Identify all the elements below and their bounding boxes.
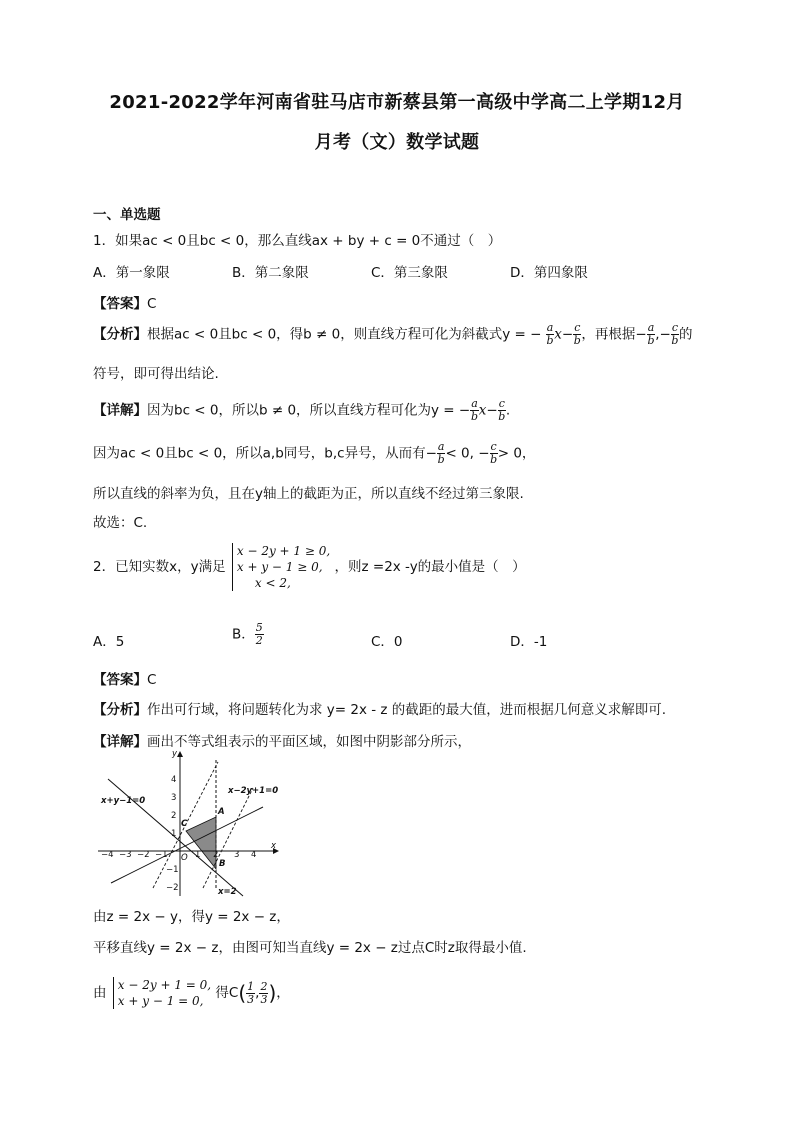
q1-stem: 1．如果ac < 0且bc < 0，那么直线ax + by + c = 0不通过（ ）: [93, 233, 502, 249]
analysis-tag: 【分析】: [93, 702, 147, 718]
detail-text: 画出不等式组表示的平面区域，如图中阴影部分所示，: [147, 734, 471, 750]
x-tick: 1: [195, 850, 201, 860]
q2-option-d: D．-1: [510, 634, 548, 650]
q2-answer: [93, 668, 156, 688]
page-title: 2021-2022学年河南省驻马店市新蔡县第一高级中学高二上学期12月: [109, 92, 685, 113]
q1-option-a: A．第一象限: [93, 265, 170, 281]
answer-tag: 【答案】: [93, 296, 147, 312]
equation-1: x − 2y + 1 = 0,: [117, 978, 212, 992]
x-tick: 3: [234, 850, 240, 860]
analysis-text-c: 的: [679, 326, 693, 343]
q1-detail-2: [93, 441, 535, 466]
feasible-region-figure: [93, 748, 293, 900]
q2-line-c-post: 得C: [215, 985, 239, 1001]
detail-text-2a: 因为ac < 0且bc < 0，所以a,b同号，b,c异号，从而有−: [93, 445, 437, 462]
origin-label: O: [181, 853, 188, 863]
analysis-text-a: 根据ac < 0且bc < 0，得b ≠ 0，则直线方程可化为斜截式y = −: [147, 326, 542, 343]
q2-line-c: 由 x − 2y + 1 = 0, x + y − 1 = 0, 得C( $\frac{1}{3}$ , $\frac{2}{3}$ )，: [93, 978, 290, 1008]
x-tick: −1: [155, 850, 168, 860]
detail-tag: 【详解】: [93, 402, 147, 419]
q2-option-b-fraction: $\frac{5}{2}$: [255, 621, 263, 647]
answer-tag: 【答案】: [93, 672, 147, 688]
y-tick: 3: [171, 793, 177, 803]
y-tick: 1: [171, 829, 177, 839]
equation-2: x + y − 1 = 0,: [117, 994, 204, 1008]
y-axis-label: y: [172, 749, 178, 759]
point-c-x: $\frac{1}{3}$: [247, 979, 255, 1006]
answer-value: C: [147, 672, 157, 688]
fraction-c-b-3: $\frac{c}{b}$: [498, 397, 506, 423]
q2-detail-1: [93, 730, 471, 750]
q1-option-d: D．第四象限: [510, 265, 588, 281]
q2-option-b: [232, 622, 264, 647]
q2-constraint-system: [232, 543, 330, 591]
fraction-a-b-4: $\frac{a}{b}$: [437, 440, 445, 466]
q2-line-c-pre: 由: [93, 985, 107, 1001]
y-tick: −1: [166, 865, 179, 875]
point-c-label: C: [181, 819, 188, 829]
x-tick: −4: [101, 850, 114, 860]
line1-label: x+y−1=0: [101, 796, 146, 806]
y-tick: 2: [171, 811, 177, 821]
x-tick: 2: [213, 850, 219, 860]
x-tick: 4: [251, 850, 257, 860]
q2-option-c: C．0: [371, 634, 403, 650]
y-tick: −2: [166, 883, 179, 893]
q1-detail-1: 【详解】因为bc < 0，所以b ≠ 0，所以直线方程可化为y = − $\frac{a}{b}$ x− $\frac{c}{b}$ .: [93, 397, 511, 423]
q1-analysis: 【分析】根据ac < 0且bc < 0，得b ≠ 0，则直线方程可化为斜截式y = − $\frac{a}{b}$ x− $\frac{c}{b}$ ，再根据− $\frac{a}{b}$ ,− $\frac{c}{b}$ 的: [93, 321, 693, 347]
analysis-tag: 【分析】: [93, 326, 147, 343]
q2-stem-b: ，则z =2x -y的最小值是（ ）: [334, 559, 526, 575]
q2-option-a: A．5: [93, 634, 125, 650]
point-c-y: $\frac{2}{3}$: [260, 979, 268, 1006]
detail-text-2b: < 0, −: [445, 445, 490, 462]
fraction-a-b: $\frac{a}{b}$: [546, 321, 554, 347]
fraction-c-b: $\frac{c}{b}$: [573, 321, 581, 347]
answer-value: C: [147, 296, 157, 312]
detail-tag: 【详解】: [93, 734, 147, 750]
constraint-3: x < 2,: [254, 576, 291, 590]
analysis-text: 作出可行域，将问题转化为求 y= 2x - z 的截距的最大值，进而根据几何意义求解即可.: [147, 702, 667, 718]
line2-label: x−2y+1=0: [228, 786, 279, 796]
q1-conclusion: 故选：C.: [93, 515, 148, 531]
constraint-1: x − 2y + 1 ≥ 0,: [236, 544, 331, 558]
detail-text-1: 因为bc < 0，所以b ≠ 0，所以直线方程可化为y = −: [147, 402, 471, 419]
y-tick: 4: [171, 775, 177, 785]
page-subtitle: 月考（文）数学试题: [314, 132, 480, 153]
section-heading: 一、单选题: [93, 207, 161, 223]
q1-analysis-line2: 符号，即可得出结论.: [93, 366, 219, 382]
constraint-2: x + y − 1 ≥ 0,: [236, 560, 323, 574]
point-b-label: B: [219, 859, 226, 869]
q2-stem: [93, 543, 526, 591]
x-tick: −2: [137, 850, 150, 860]
q2-line-a: 由z = 2x − y，得y = 2x − z，: [93, 909, 290, 925]
fraction-a-b-3: $\frac{a}{b}$: [470, 397, 479, 423]
analysis-text-b: ，再根据−: [581, 326, 647, 343]
detail-text-2c: > 0，: [497, 445, 536, 462]
q1-answer: [93, 292, 156, 312]
fraction-a-b-2: $\frac{a}{b}$: [647, 321, 655, 347]
q2-stem-a: 2．已知实数x，y满足: [93, 559, 226, 575]
q2-analysis: [93, 698, 666, 718]
q2-option-b-label: B．: [232, 626, 255, 643]
x-axis-label: x: [271, 841, 277, 851]
x-tick: −3: [119, 850, 132, 860]
point-a-label: A: [218, 807, 225, 817]
q1-option-b: B．第二象限: [232, 265, 309, 281]
fraction-c-b-2: $\frac{c}{b}$: [671, 321, 679, 347]
line-x2-label: x=2: [218, 887, 237, 897]
q1-detail-3: 所以直线的斜率为负，且在y轴上的截距为正，所以直线不经过第三象限.: [93, 486, 524, 502]
q1-option-c: C．第三象限: [371, 265, 448, 281]
q2-line-c-system: [113, 977, 211, 1009]
fraction-c-b-4: $\frac{c}{b}$: [490, 440, 498, 466]
q2-line-b: 平移直线y = 2x − z，由图可知当直线y = 2x − z过点C时z取得最小值.: [93, 940, 527, 956]
